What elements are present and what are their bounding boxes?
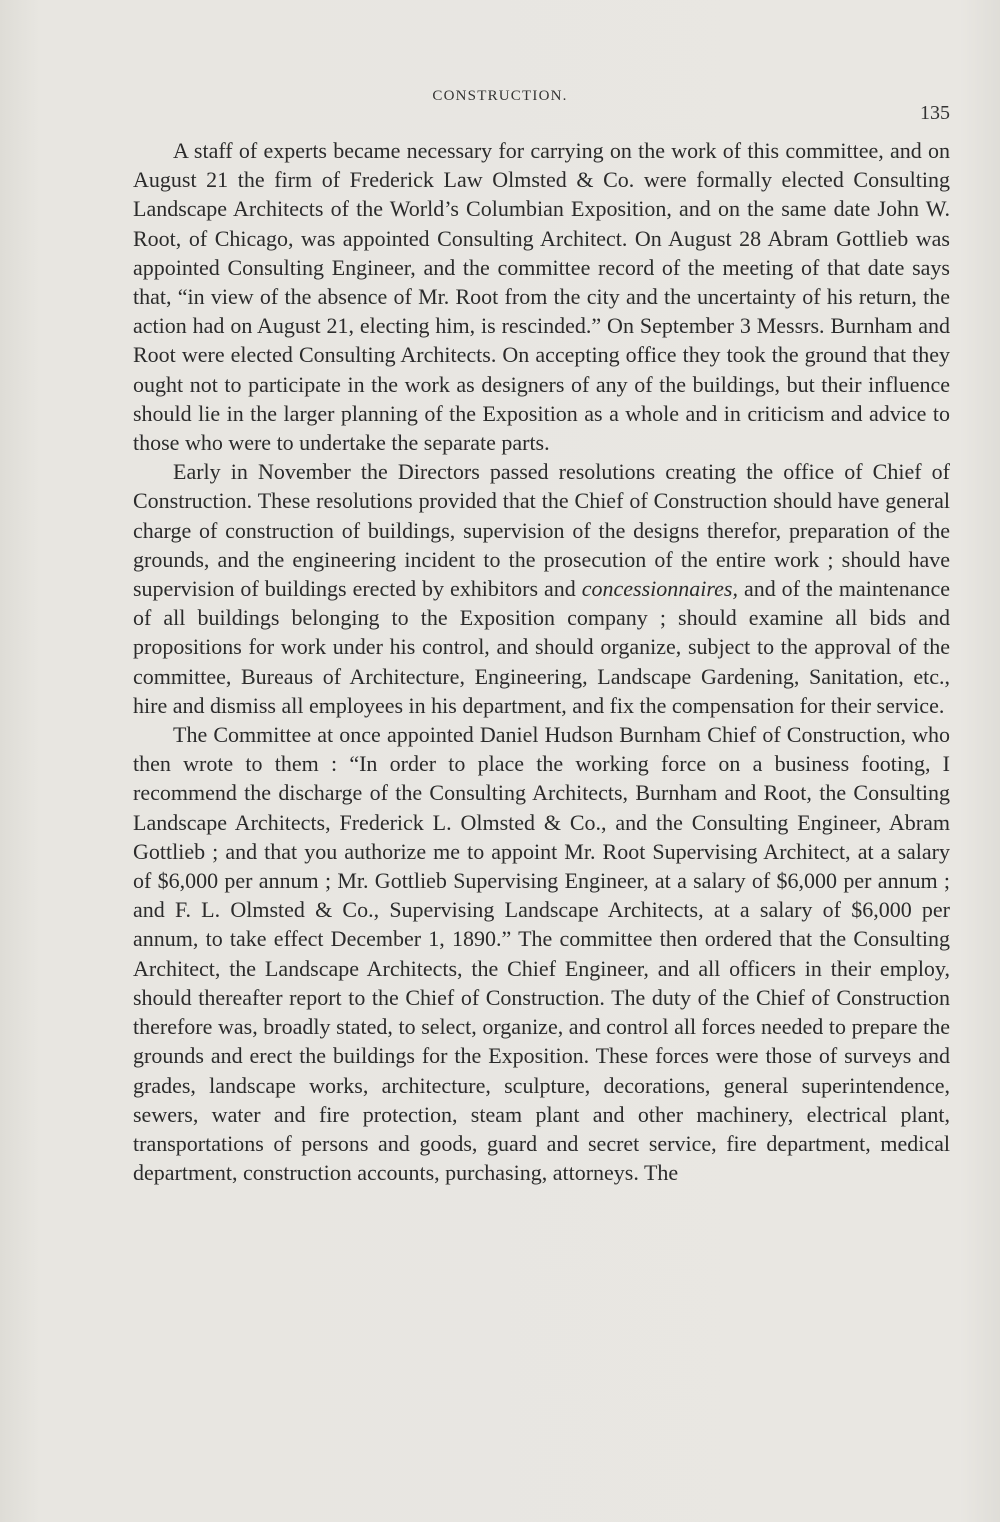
paragraph-2-text-after-italic: and of the maintenance of all buildings belonging to the Exposition company ; should examine all bids and propositions for work under his control, and should organize, subject to the approval of the committee, Bureaus of Architecture, Engineering, Landscape Gardening, Sanitation, etc., hire and dismiss all employees in his department, and fix the compensation for their service. xyxy=(133,576,950,718)
paragraph-2 xyxy=(133,457,950,720)
page-number: 135 xyxy=(920,102,950,124)
paragraph-2-text-before-italic: Early in November the Directors passed resolutions creating the office of Chief of Construction. These resolutions provided that the Chief of Construction should have general charge of construction of buildings, supervision of the designs therefor, preparation of the grounds, and the engineering incident to the prosecution of the entire work ; should have supervision of buildings erected by exhibitors and xyxy=(133,459,950,602)
running-head: CONSTRUCTION. xyxy=(432,88,568,104)
paragraph-2-italic-term: concessionnaires, xyxy=(581,576,738,602)
paragraph-3: The Committee at once appointed Daniel Hudson Burnham Chief of Construction, who then wrote to them : “In order to place the working force on a business footing, I recommend the discharge of the Consulting Architects, Burnham and Root, the Consulting Landscape Architects, Frederick L. Olmsted & Co., and the Consulting Engineer, Abram Gottlieb ; and that you authorize me to appoint Mr. Root Supervising Architect, at a salary of $6,000 per annum ; Mr. Gottlieb Supervising Engineer, at a salary of $6,000 per annum ; and F. L. Olmsted & Co., Supervising Landscape Architects, at a salary of $6,000 per annum, to take effect December 1, 1890.” The committee then ordered that the Consulting Architect, the Landscape Architects, the Chief Engineer, and all officers in their employ, should thereafter report to the Chief of Construction. The duty of the Chief of Construction therefore was, broadly stated, to select, organize, and control all forces needed to prepare the grounds and erect the buildings for the Exposition. These forces were those of surveys and grades, landscape works, architecture, sculpture, decorations, general superintendence, sewers, water and fire protection, steam plant and other machinery, electrical plant, transportations of persons and goods, guard and secret service, fire department, medical department, construction accounts, purchasing, attorneys. The xyxy=(133,722,950,1186)
body-text xyxy=(133,136,950,1187)
paragraph-1: A staff of experts became necessary for carrying on the work of this committee, and on August 21 the firm of Frederick Law Olmsted & Co. were formally elected Consulting Landscape Architects of the World’s Columbian Exposition, and on the same date John W. Root, of Chicago, was appointed Consulting Architect. On August 28 Abram Gottlieb was appointed Consulting Engineer, and the committee record of the meeting of that date says that, “in view of the absence of Mr. Root from the city and the uncertainty of his return, the action had on August 21, electing him, is rescinded.” On September 3 Messrs. Burnham and Root were elected Consulting Architects. On accepting office they took the ground that they ought not to participate in the work as designers of any of the buildings, but their influence should lie in the larger planning of the Exposition as a whole and in criticism and advice to those who were to undertake the separate parts. xyxy=(133,138,950,456)
